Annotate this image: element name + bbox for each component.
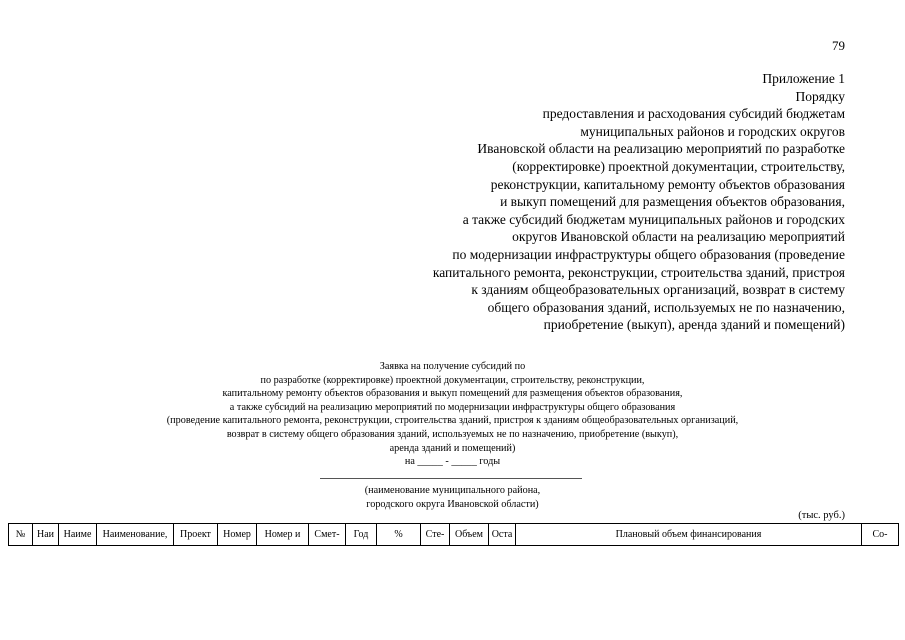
request-line: а также субсидий на реализацию мероприятий по модернизации инфраструктуры общего образования: [229, 401, 676, 413]
appendix-line: предоставления и расходования субсидий бюджетам: [542, 106, 845, 122]
table-header-cell: Наименование,: [97, 524, 174, 546]
request-line: возврат в систему общего образования зданий, используемых не по назначению, приобретение (выкуп),: [226, 428, 679, 440]
table-header-cell: №: [9, 524, 33, 546]
caption-line: (наименование муниципального района,: [364, 485, 541, 496]
request-title: [0, 360, 905, 455]
appendix-line: муниципальных районов и городских округов: [580, 123, 845, 139]
table-header-cell: Проект: [174, 524, 218, 546]
appendix-line: Порядку: [795, 88, 845, 104]
appendix-heading: [325, 70, 845, 334]
table-header-cell: Оста: [489, 524, 516, 546]
appendix-line: а также субсидий бюджетам муниципальных районов и городских: [462, 211, 845, 227]
table-header-row: [9, 524, 899, 546]
municipality-name-rule: [320, 478, 582, 479]
appendix-line: приобретение (выкуп), аренда зданий и помещений): [543, 317, 845, 333]
appendix-line: к зданиям общеобразовательных организаций, возврат в систему: [471, 282, 845, 298]
request-line: по разработке (корректировке) проектной документации, строительству, реконструкции,: [260, 374, 645, 386]
table-header-cell: Наиме: [59, 524, 97, 546]
appendix-line: и выкуп помещений для размещения объектов образования,: [500, 194, 845, 210]
table-header-cell: %: [377, 524, 421, 546]
table-header-cell: Объем: [450, 524, 489, 546]
appendix-line: Ивановской области на реализацию мероприятий по разработке: [477, 141, 845, 157]
request-line: капитальному ремонту объектов образования и выкуп помещений для размещения объектов образования,: [222, 388, 683, 400]
table-header-cell: Наи: [33, 524, 59, 546]
appendix-line: округов Ивановской области на реализацию мероприятий: [512, 229, 845, 245]
appendix-line: Приложение 1: [762, 71, 845, 86]
table-header-cell: Год: [346, 524, 377, 546]
table-header-cell: Со-: [862, 524, 899, 546]
table-header-cell: Плановый объем финансирования: [516, 524, 862, 546]
page-number: 79: [832, 38, 845, 53]
year-range-line: на _____ - _____ годы: [404, 456, 501, 467]
appendix-line: общего образования зданий, используемых не по назначению,: [487, 299, 845, 315]
table-header-cell: Номер: [218, 524, 257, 546]
appendix-line: (корректировке) проектной документации, строительству,: [512, 158, 845, 174]
request-line: Заявка на получение субсидий по: [379, 361, 526, 372]
appendix-line: капитального ремонта, реконструкции, строительства зданий, пристроя: [432, 264, 845, 280]
caption-line: городского округа Ивановской области): [366, 498, 539, 510]
appendix-line: реконструкции, капитальному ремонту объектов образования: [490, 176, 845, 192]
request-line: аренда зданий и помещений): [389, 442, 516, 454]
appendix-line: по модернизации инфраструктуры общего образования (проведение: [452, 246, 845, 262]
request-line: (проведение капитального ремонта, реконструкции, строительства зданий, пристроя к зданиям общеобразовательных организаций,: [166, 415, 739, 427]
table-header-cell: Сте-: [421, 524, 450, 546]
municipality-name-caption: [0, 484, 905, 511]
table-header-cell: Смет-: [309, 524, 346, 546]
unit-label: (тыс. руб.): [798, 510, 845, 521]
financing-table: [8, 523, 899, 546]
table-header-cell: Номер и: [257, 524, 309, 546]
